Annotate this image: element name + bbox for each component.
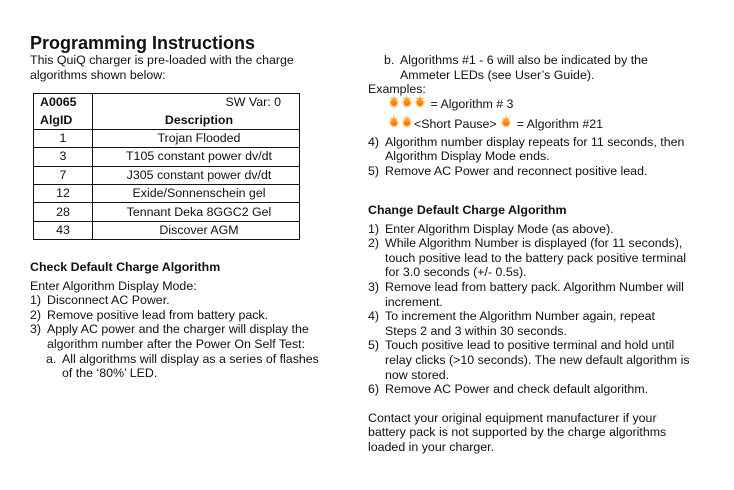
list-item [368,164,698,179]
check-steps-after [368,135,698,179]
alg-desc: Discover AGM [93,221,300,239]
step-text: To increment the Algorithm Number again, repeat Steps 2 and 3 within 30 seconds. [385,309,655,338]
sub-item-b [368,53,698,82]
list-item [368,382,690,397]
alg-desc: J305 constant power dv/dt [93,166,300,184]
step-text: While Algorithm Number is displayed (for 11 seconds), touch positive lead to the battery pack positive terminal for 3.0 seconds (+/- 0.5s). [385,236,686,280]
step-number: 1) [368,221,380,236]
check-lead: Enter Algorithm Display Mode: [30,278,197,293]
list-item [30,308,330,323]
led-flash-icon [401,97,414,109]
sub-number: a. [46,351,57,366]
check-steps [30,293,330,351]
short-pause-text: <Short Pause> [414,116,497,131]
step-number: 4) [368,309,380,324]
contact-note: Contact your original equipment manufacturer if your battery pack is not supported by the charge algorithms loaded in your charger. [368,410,667,454]
table-header-row [34,94,300,112]
step-number: 3) [30,322,42,337]
list-item [30,293,330,308]
step-text: Algorithm number display repeats for 11 seconds, then Algorithm Display Mode ends. [385,134,685,164]
col-description: Description [93,111,300,129]
alg-desc: Trojan Flooded [93,129,300,147]
step-text: Remove AC Power and reconnect positive lead. [385,163,648,178]
list-item [30,322,330,351]
alg-desc: T105 constant power dv/dt [93,148,300,166]
list-item [368,236,690,280]
step-number: 1) [30,293,42,308]
table-row [34,184,300,202]
sub-text: All algorithms will display as a series of flashes of the ‘80%’ LED. [62,351,319,381]
example-1-text: = Algorithm # 3 [430,96,514,111]
step-number: 2) [30,307,42,322]
led-flash-icon [414,97,427,109]
step-text: Remove AC Power and check default algorithm. [385,382,649,397]
list-item [368,280,690,309]
sub-item-a [30,352,330,381]
example-2 [368,117,698,135]
led-flash-icon [388,117,401,129]
examples-label: Examples: [368,82,426,97]
list-item [368,135,698,164]
table-column-row [34,111,300,129]
step-text: Touch positive lead to positive terminal and hold until relay clicks (>10 seconds). The new default algorithm is now stored. [385,338,690,382]
list-item [368,222,690,237]
check-section [30,260,330,381]
step-text: Enter Algorithm Display Mode (as above). [385,221,614,236]
alg-id: 43 [34,221,93,239]
intro-text: This QuiQ charger is pre-loaded with the charge algorithms shown below: [30,53,294,82]
table-row [34,166,300,184]
sub-text: Algorithms #1 - 6 will also be indicated by the Ammeter LEDs (see User’s Guide). [400,53,648,82]
change-section [368,203,690,455]
led-flash-icon [500,117,513,129]
algorithm-table [33,93,300,240]
step-number: 2) [368,236,380,251]
step-text: Remove lead from battery pack. Algorithm Number will increment. [385,279,684,309]
table-row [34,129,300,147]
alg-id: 1 [34,129,93,147]
step-number: 5) [368,163,380,178]
step-number: 4) [368,134,380,149]
page-title: Programming Instructions [30,33,256,53]
sw-var: SW Var: 0 [93,94,300,112]
example-2-text: = Algorithm #21 [516,116,604,131]
alg-id: 12 [34,184,93,202]
list-item [368,309,690,338]
step-number: 3) [368,279,380,294]
algorithm-code: A0065 [34,94,93,112]
alg-id: 3 [34,148,93,166]
list-item [368,338,690,382]
change-steps [368,222,690,397]
step-number: 5) [368,338,380,353]
led-flash-icon [401,117,414,129]
table-row [34,148,300,166]
alg-id: 7 [34,166,93,184]
step-number: 6) [368,382,380,397]
col-alg-id: AlgID [34,111,93,129]
table-row [34,221,300,239]
alg-desc: Tennant Deka 8GGC2 Gel [93,203,300,221]
table-row [34,203,300,221]
led-flash-icon [388,97,401,109]
check-continued [368,53,698,179]
step-text: Disconnect AC Power. [47,293,170,308]
alg-id: 28 [34,203,93,221]
example-1 [368,97,698,115]
change-heading: Change Default Charge Algorithm [368,203,567,217]
alg-desc: Exide/Sonnenschein gel [93,184,300,202]
step-text: Apply AC power and the charger will display the algorithm number after the Power On Self Test: [47,322,309,351]
step-text: Remove positive lead from battery pack. [47,307,269,322]
sub-number: b. [384,53,395,67]
check-heading: Check Default Charge Algorithm [30,260,221,274]
